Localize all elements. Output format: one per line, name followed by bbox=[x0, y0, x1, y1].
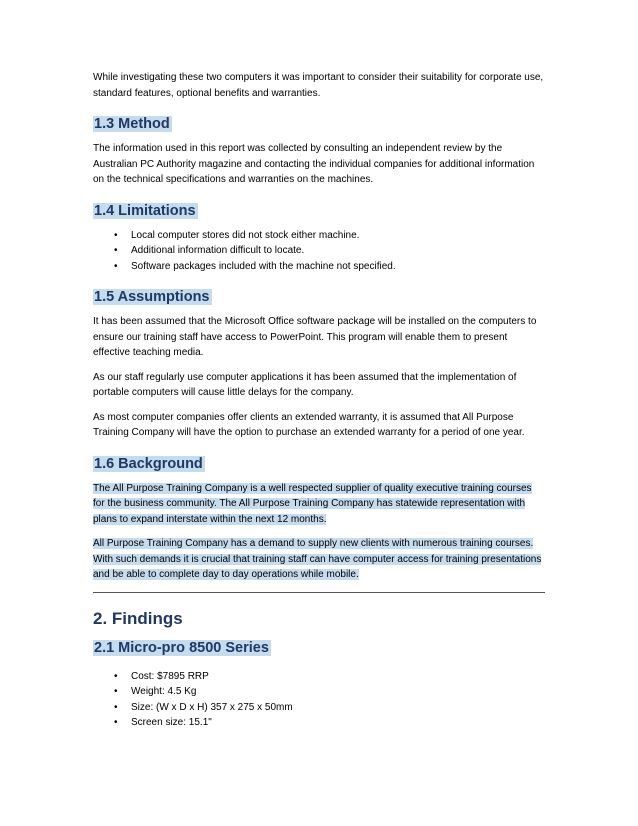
list-item bbox=[93, 259, 545, 275]
list-item bbox=[93, 700, 545, 716]
assumptions-paragraph-1: It has been assumed that the Microsoft Office software package will be installed on the computers to ensure our training staff have access to PowerPoint. This program will enable them to present effective teaching media. bbox=[93, 316, 537, 358]
list-item bbox=[93, 669, 545, 685]
assumptions-heading bbox=[93, 288, 545, 306]
intro-paragraph: While investigating these two computers it was important to consider their suitability for corporate use, standard features, optional benefits and warranties. bbox=[93, 72, 544, 99]
micro-pro-heading bbox=[93, 639, 545, 657]
list-item-text: Software packages included with the machine not specified. bbox=[131, 260, 396, 272]
list-item-text: Weight: 4.5 Kg bbox=[131, 686, 197, 697]
highlighted-text: The All Purpose Training Company is a well respected supplier of quality executive training courses for the business community. The All Purpose Training Company has statewide representation with plans to expand interstate within the next 12 months. bbox=[93, 482, 532, 525]
limitations-heading-text: 1.4 Limitations bbox=[94, 202, 196, 219]
bullet-icon: • bbox=[114, 229, 118, 241]
list-item bbox=[93, 228, 545, 244]
list-item-text: Size: (W x D x H) 357 x 275 x 50mm bbox=[131, 701, 293, 713]
method-heading-text: 1.3 Method bbox=[94, 116, 170, 132]
assumptions-paragraph-3: As most computer companies offer clients an extended warranty, it is assumed that All Purpose Training Company will have the option to purchase an extended warranty for a period of one year. bbox=[93, 411, 525, 438]
list-item bbox=[93, 715, 545, 731]
method-heading bbox=[93, 115, 545, 133]
list-item-text: Screen size: 15.1" bbox=[131, 717, 212, 728]
list-item-text: Additional information difficult to locate. bbox=[131, 245, 305, 256]
background-paragraph-2 bbox=[93, 536, 545, 583]
list-item bbox=[93, 684, 545, 700]
specs-list bbox=[93, 669, 545, 731]
background-heading bbox=[93, 455, 545, 473]
background-heading-text: 1.6 Background bbox=[94, 455, 203, 472]
bullet-icon: • bbox=[114, 701, 118, 713]
findings-heading: 2. Findings bbox=[93, 608, 183, 628]
list-item bbox=[93, 243, 545, 259]
highlighted-text: All Purpose Training Company has a demand to supply new clients with numerous training courses. With such demands it is crucial that training staff can have computer access for training presentations and be able to complete day to day operations while mobile. bbox=[93, 538, 542, 580]
list-item-text: Local computer stores did not stock either machine. bbox=[131, 229, 360, 241]
method-paragraph: The information used in this report was collected by consulting an independent review by the Australian PC Authority magazine and contacting the individual companies for additional information on the technical specifications and warranties on the machines. bbox=[93, 143, 535, 185]
section-divider bbox=[93, 592, 545, 593]
bullet-icon: • bbox=[114, 686, 118, 697]
document-body bbox=[93, 70, 545, 740]
list-item-text: Cost: $7895 RRP bbox=[131, 670, 209, 682]
assumptions-paragraph-2: As our staff regularly use computer applications it has been assumed that the implementation of portable computers will cause little delays for the company. bbox=[93, 371, 517, 398]
bullet-icon: • bbox=[114, 717, 118, 728]
bullet-icon: • bbox=[114, 245, 118, 256]
limitations-heading bbox=[93, 202, 545, 220]
bullet-icon: • bbox=[114, 260, 118, 272]
background-paragraph-1 bbox=[93, 481, 545, 528]
bullet-icon: • bbox=[114, 670, 118, 682]
limitations-list bbox=[93, 228, 545, 275]
micro-pro-heading-text: 2.1 Micro-pro 8500 Series bbox=[94, 639, 269, 656]
assumptions-heading-text: 1.5 Assumptions bbox=[94, 289, 210, 305]
